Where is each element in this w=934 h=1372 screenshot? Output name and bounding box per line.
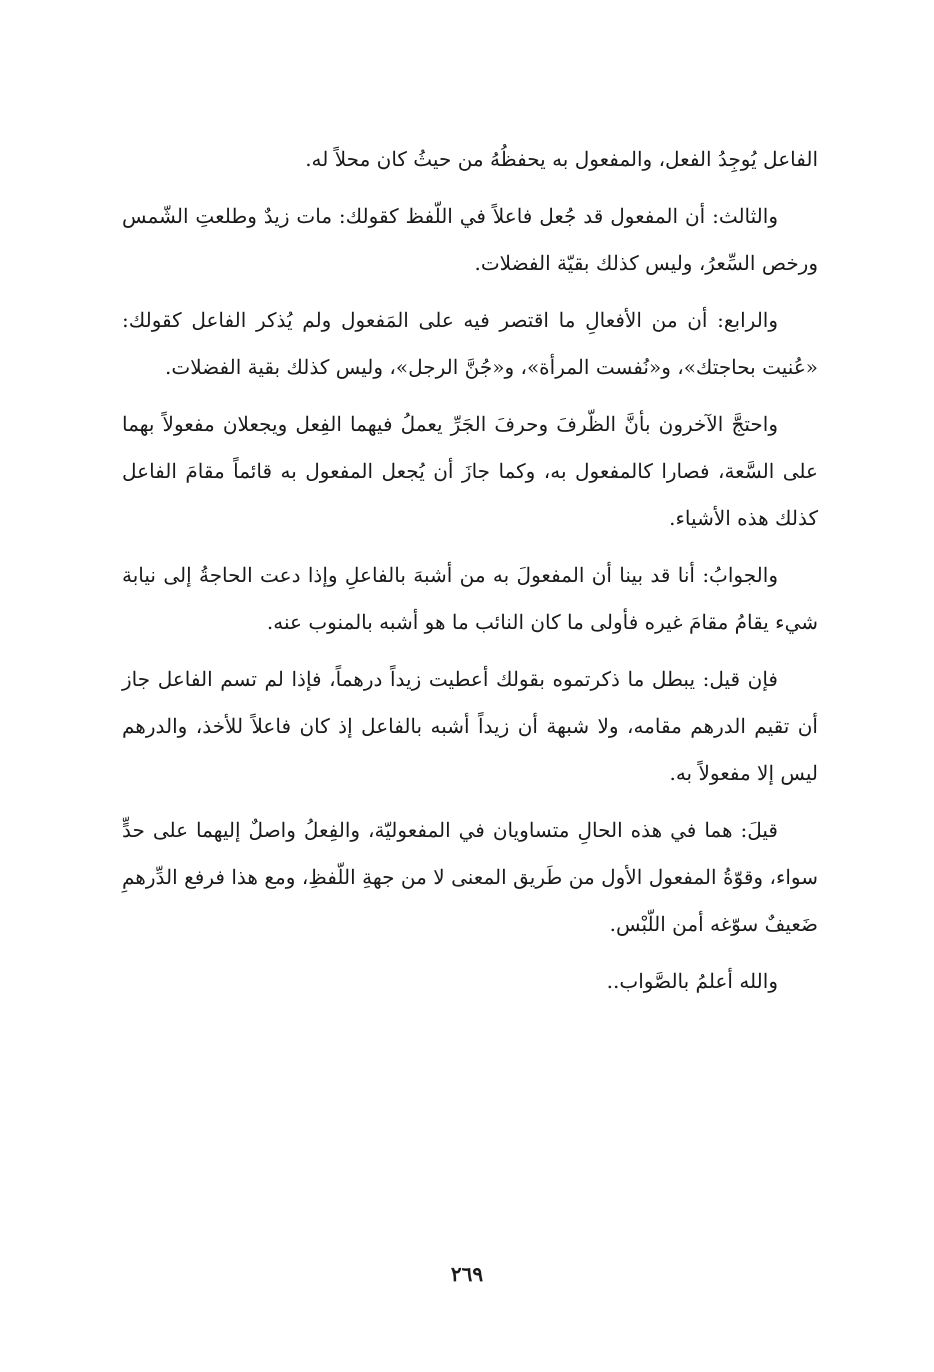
paragraph-reply: قيلَ: هما في هذه الحالِ متساويان في المفعوليّة، والفِعلُ واصلٌ إليهما على حدٍّ سواء، وقوّةُ المفعول الأول من طَريق المعنى لا من جهةِ اللّفظِ، ومع هذا فرفع الدِّرهمِ ضَعيفٌ سوّغه أمن اللّبْس. xyxy=(122,818,818,936)
page-number: ٢٦٩ xyxy=(450,1262,484,1286)
paragraph-closing: والله أعلمُ بالصَّواب.. xyxy=(606,969,778,993)
paragraph-answer: والجوابُ: أنا قد بينا أن المفعولَ به من أشبهَ بالفاعلِ وإذا دعت الحاجةُ إلى نيابة شيء يقامُ مقامَ غيره فأولى ما كان النائب ما هو أشبه بالمنوب عنه. xyxy=(122,563,818,634)
paragraph-fourth-argument: والرابع: أن من الأفعالِ ما اقتصر فيه على المَفعول ولم يُذكر الفاعل كقولك: «عُنيت بحاجتك»، و«نُفست المرأة»، و«جُنَّ الرجل»، وليس كذلك بقية الفضلات. xyxy=(122,308,818,379)
paragraph-third-argument: والثالث: أن المفعول قد جُعل فاعلاً في اللّفظ كقولك: مات زيدٌ وطلعتِ الشّمس ورخص السِّعرُ، وليس كذلك بقيّة الفضلات. xyxy=(122,204,818,275)
paragraph-counter-argument: واحتجَّ الآخرون بأنَّ الظّرفَ وحرفَ الجَرِّ يعملُ فيهما الفِعل ويجعلان مفعولاً بهما على السَّعة، فصارا كالمفعول به، وكما جازَ أن يُجعل المفعول به قائماً مقامَ الفاعل كذلك هذه الأشياء. xyxy=(122,412,818,530)
paragraph-objection: فإن قيل: يبطل ما ذكرتموه بقولك أعطيت زيداً درهماً، فإذا لم تسم الفاعل جاز أن تقيم الدرهم مقامه، ولا شبهة أن زيداً أشبه بالفاعل إذ كان فاعلاً للأخذ، والدرهم ليس إلا مفعولاً به. xyxy=(122,667,818,785)
body-text xyxy=(122,136,818,1015)
paragraph-continuation: الفاعل يُوجِدُ الفعل، والمفعول به يحفظُهُ من حيثُ كان محلاً له. xyxy=(305,147,818,171)
